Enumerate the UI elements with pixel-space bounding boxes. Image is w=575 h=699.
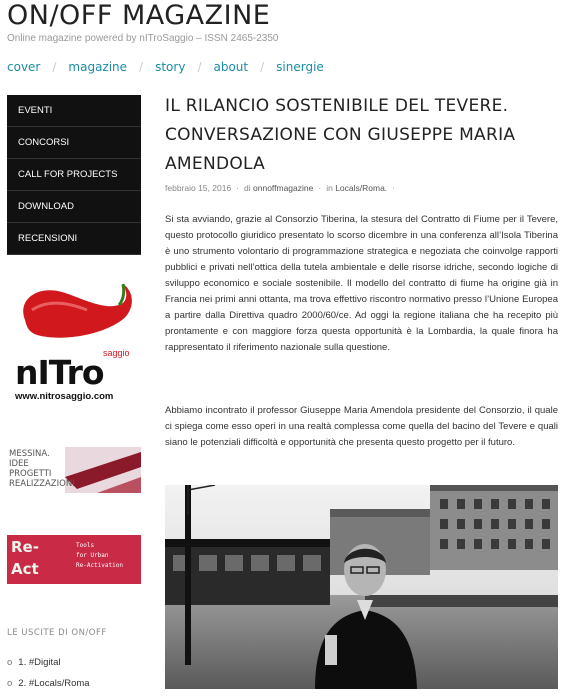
uscite-list — [7, 657, 90, 699]
post-meta: febbraio 15, 2016 · di onnoffmagazine · in Locals/Roma. · — [165, 183, 396, 193]
main-nav — [7, 60, 324, 74]
post-paragraph-1: Si sta avviando, grazie al Consorzio Tiberina, la stesura del Contratto di Fiume per il Tevere, questo protocollo giuridico presentato lo scorso dicembre in una conferenza all’Isola Tiberina è uno strumento volontario di programmazione strategica e negoziata che coinvolge rapporti pubblici e privati nell’ottica della tutela ambientale e delle risorse idriche, secondo logiche di sviluppo economico e sociale sostenibile. Il modello del contratto di fiume ha origine già in Francia nei primi anni ottanta, ma trova effettivo riscontro normativo presso l’Unione Europea a partire dalla Direttiva quadro 2000/60/ce. Ad oggi la regione italiana che ha recepito più prontamente e con maggiore forza questa opportunità è la Lombardia, la quale finora ha rappresentato il riferimento nazionale sulla questione. — [165, 214, 558, 353]
post-date[interactable]: febbraio 15, 2016 — [165, 183, 232, 193]
uscite-heading: LE USCITE DI ON/OFF — [7, 628, 107, 638]
nav-separator: / — [260, 60, 265, 74]
nav-sinergie[interactable]: sinergie — [276, 60, 324, 74]
uscite-item[interactable]: o 1. #Digital — [7, 657, 61, 668]
site-title[interactable]: ON/OFF MAGAZINE — [7, 0, 271, 31]
nitro-logo-text: nITro — [15, 353, 104, 390]
post-category[interactable]: Locals/Roma. — [335, 183, 388, 193]
sidebar — [7, 95, 141, 255]
post-photo — [165, 485, 558, 689]
site-tagline: Online magazine powered by nITroSaggio – ISSN 2465-2350 — [7, 33, 279, 44]
react-subtitle: Tools for Urban Re-Activation — [76, 542, 123, 569]
nav-story[interactable]: story — [155, 60, 186, 74]
sidebar-item-download[interactable]: DOWNLOAD — [7, 191, 141, 223]
chili-pepper-icon — [7, 280, 141, 390]
nav-magazine[interactable]: magazine — [68, 60, 128, 74]
sidebar-item-concorsi[interactable]: CONCORSI — [7, 127, 141, 159]
sidebar-item-call-for-projects[interactable]: CALL FOR PROJECTS — [7, 159, 141, 191]
nitro-banner[interactable] — [7, 280, 141, 410]
nav-cover[interactable]: cover — [7, 60, 41, 74]
post-title[interactable]: IL RILANCIO SOSTENIBILE DEL TEVERE. CONVERSAZIONE CON GIUSEPPE MARIA AMENDOLA — [165, 96, 516, 174]
nav-about[interactable]: about — [213, 60, 249, 74]
post-paragraph-2: Abbiamo incontrato il professor Giuseppe Maria Amendola presidente del Consorzio, il quale ci spiega come esso operi in una realtà complessa come quella del bacino del Tevere e quali siano le potenziali difficoltà e opportunità che presenta questo progetto per il futuro. — [165, 405, 558, 448]
uscite-item[interactable]: o 2. #Locals/Roma — [7, 678, 90, 689]
nitro-brand-small: saggio — [103, 348, 130, 358]
sidebar-menu — [7, 95, 141, 255]
nav-separator: / — [52, 60, 57, 74]
messina-banner[interactable] — [7, 447, 141, 493]
nav-separator: / — [197, 60, 202, 74]
sidebar-item-recensioni[interactable]: RECENSIONI — [7, 223, 141, 255]
messina-text: MESSINA. IDEE PROGETTI REALIZZAZIONI — [9, 449, 75, 489]
react-title: Re- Act — [11, 538, 39, 578]
nav-separator: / — [139, 60, 144, 74]
react-banner[interactable] — [7, 535, 141, 584]
nitro-url[interactable]: www.nitrosaggio.com — [15, 391, 114, 402]
sidebar-item-eventi[interactable]: EVENTI — [7, 95, 141, 127]
post-author[interactable]: onnoffmagazine — [253, 183, 314, 193]
